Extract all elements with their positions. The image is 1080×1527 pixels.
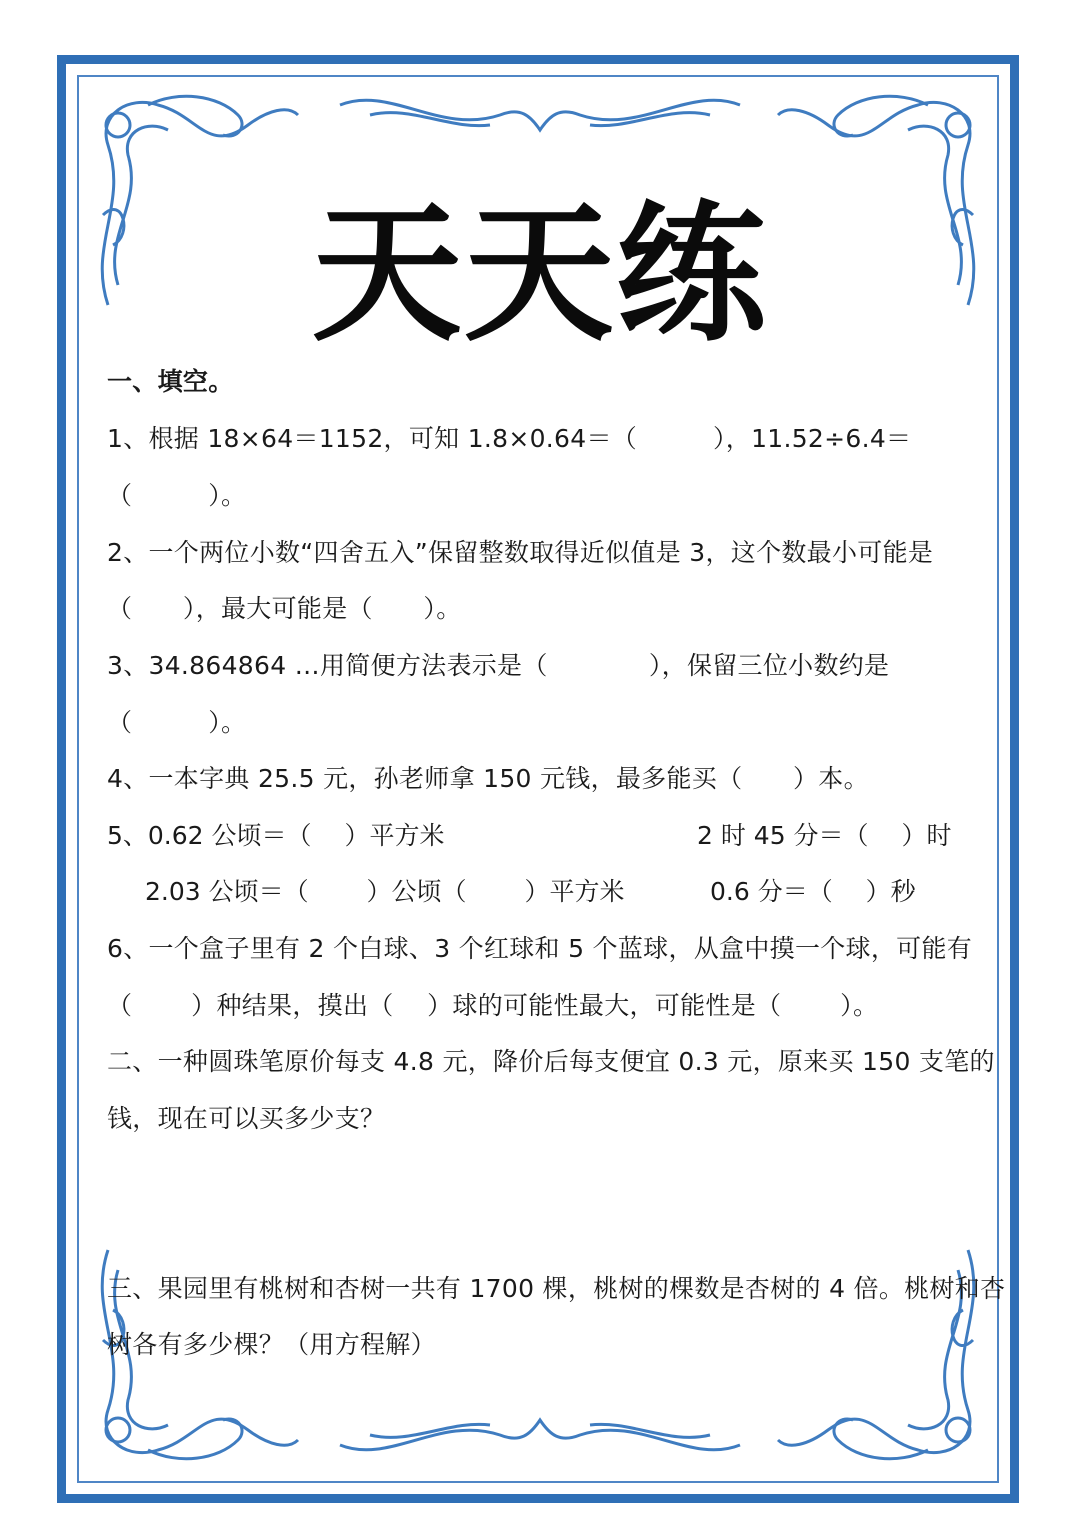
question-5-item-a: 5、0.62 公顷＝（ ）平方米 <box>107 821 445 850</box>
bottom-center-ornament-icon <box>330 1405 750 1465</box>
section3-line-2: 树各有多少棵？（用方程解） <box>107 1330 436 1359</box>
question-4-line-1: 4、一本字典 25.5 元，孙老师拿 150 元钱，最多能买（ ）本。 <box>107 764 869 793</box>
question-2-line-2: （ ），最大可能是（ ）。 <box>107 594 462 623</box>
question-3-line-2: （ ）。 <box>107 708 247 737</box>
question-5-item-c: 2.03 公顷＝（ ）公顷（ ）平方米 <box>145 877 625 906</box>
section2-line-2: 钱，现在可以买多少支？ <box>107 1104 386 1133</box>
question-3-line-1: 3、34.864864 …用简便方法表示是（ ），保留三位小数约是 <box>107 651 890 680</box>
section2-line-1: 二、一种圆珠笔原价每支 4.8 元，降价后每支便宜 0.3 元，原来买 150 支笔的 <box>107 1047 995 1076</box>
question-5-item-b: 2 时 45 分＝（ ）时 <box>697 821 952 850</box>
page-title: 天天练 <box>311 188 768 362</box>
question-1-line-1: 1、根据 18×64＝1152，可知 1.8×0.64＝（ ），11.52÷6.4＝ <box>107 424 912 453</box>
question-6-line-2: （ ）种结果，摸出（ ）球的可能性最大，可能性是（ ）。 <box>107 991 879 1020</box>
question-2-line-1: 2、一个两位小数“四舍五入”保留整数取得近似值是 3，这个数最小可能是 <box>107 538 934 567</box>
question-1-line-2: （ ）。 <box>107 481 247 510</box>
question-5-item-d: 0.6 分＝（ ）秒 <box>710 877 916 906</box>
section1-heading: 一、填空。 <box>107 367 234 396</box>
top-center-ornament-icon <box>330 85 750 145</box>
question-6-line-1: 6、一个盒子里有 2 个白球、3 个红球和 5 个蓝球，从盒中摸一个球，可能有 <box>107 934 973 963</box>
section3-line-1: 三、果园里有桃树和杏树一共有 1700 棵，桃树的棵数是杏树的 4 倍。桃树和杏 <box>107 1274 1006 1303</box>
